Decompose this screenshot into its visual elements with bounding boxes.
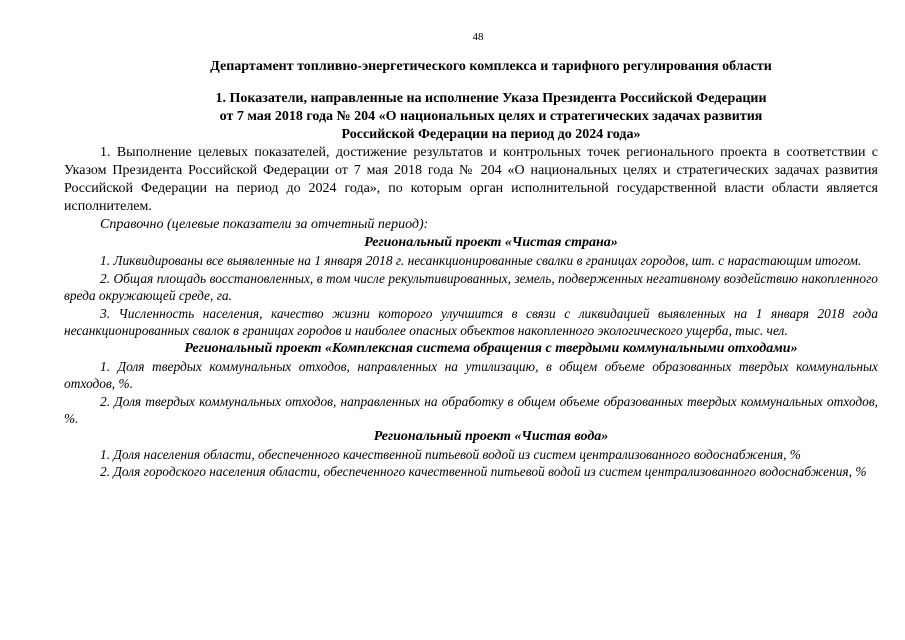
document-page [64,30,878,481]
list-item: 1. Доля твердых коммунальных отходов, направленных на утилизацию, в общем объеме образованных твердых коммунальных отходов, %. [64,358,878,391]
reference-note: Справочно (целевые показатели за отчетный период): [100,217,429,232]
project-title-clean-country: Региональный проект «Чистая страна» [364,235,618,250]
project-title-waste-management: Региональный проект «Комплексная система обращения с твердыми коммунальными отходами» [184,340,798,356]
page-number: 48 [472,31,484,43]
section-heading-line-1: 1. Показатели, направленные на исполнение Указа Президента Российской Федерации [215,91,767,106]
list-item: 3. Численность населения, качество жизни которого улучшится в связи с ликвидацией выявленных на 1 января 2018 года несанкционированных свалок в границах городов и наиболее опасных объектов накопленного экологического ущерба, тыс. чел. [64,305,878,338]
section-heading-line-3: Российской Федерации на период до 2024 года» [341,127,641,142]
section-heading-line-2: от 7 мая 2018 года № 204 «О национальных целях и стратегических задачах развития [219,109,763,124]
list-item: 2. Доля городского населения области, обеспеченного качественной питьевой водой из систем централизованного водоснабжения, % [100,464,867,479]
list-item: 2. Доля твердых коммунальных отходов, направленных на обработку в общем объеме образованных твердых коммунальных отходов, %. [64,393,878,426]
project-title-clean-water: Региональный проект «Чистая вода» [373,428,609,444]
list-item: 1. Доля населения области, обеспеченного качественной питьевой водой из систем централизованного водоснабжения, % [100,446,801,462]
list-item: 2. Общая площадь восстановленных, в том числе рекультивированных, земель, подверженных негативному воздействию накопленного вреда окружающей среде, га. [64,270,878,303]
intro-paragraph: 1. Выполнение целевых показателей, достижение результатов и контрольных точек регионального проекта в соответствии с Указом Президента Российской Федерации от 7 мая 2018 года № 204 «О национальных целях и стратегических задачах развития Российской Федерации на период до 2024 года», по которым орган исполнительной государственной власти области является исполнителем. [64,145,878,214]
department-title: Департамент топливно-энергетического комплекса и тарифного регулирования области [210,59,772,74]
list-item: 1. Ликвидированы все выявленные на 1 января 2018 г. несанкционированные свалки в границах городов, шт. с нарастающим итогом. [100,253,862,268]
